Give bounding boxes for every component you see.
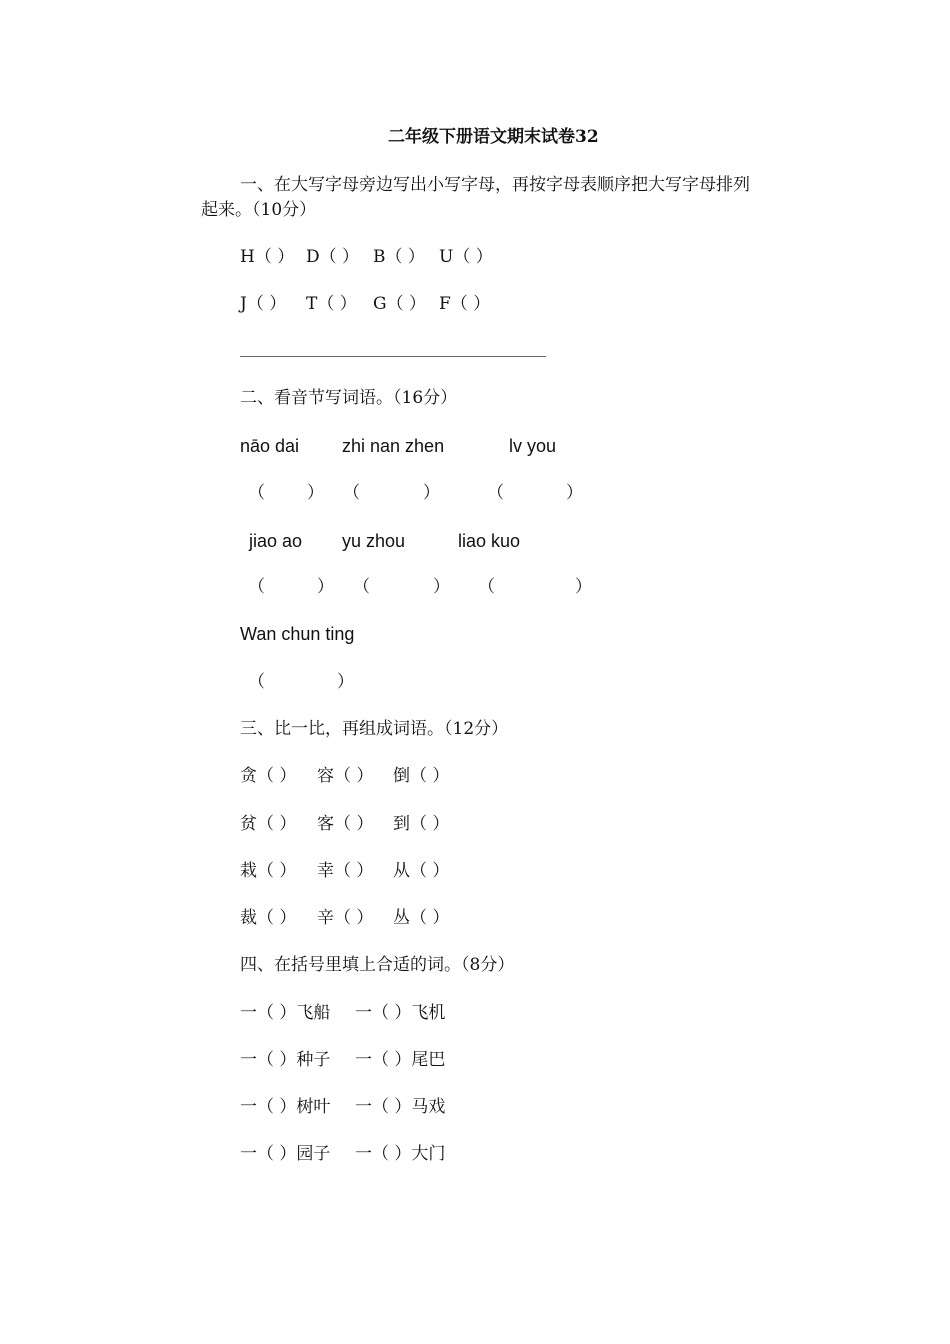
q2-heading: 二、看音节写词语。（16分） [240, 388, 458, 408]
paren-close: ） [575, 577, 592, 597]
paren-close: ） [317, 577, 334, 597]
measure-word-item: 一（ ）飞船 [240, 1003, 331, 1023]
q1-heading-line1: 一、在大写字母旁边写出小写字母，再按字母表顺序把大写字母排列 [240, 175, 750, 195]
q4-heading: 四、在括号里填上合适的词。（8分） [240, 955, 515, 975]
page-title: 二年级下册语文期末试卷32 [388, 127, 599, 147]
q3-heading: 三、比一比，再组成词语。（12分） [240, 719, 509, 739]
compare-item: 从（ ） [393, 861, 450, 881]
paren-open: （ [353, 577, 370, 597]
paren-open: （ [487, 483, 504, 503]
paren-open: （ [248, 577, 265, 597]
measure-word-item: 一（ ）飞机 [355, 1003, 446, 1023]
pinyin-item: jiao ao [249, 531, 303, 551]
paren-close: ） [566, 483, 583, 503]
compare-item: 贫（ ） [240, 814, 297, 834]
pinyin-item: yu zhou [342, 531, 406, 551]
q1-letter-item: B（ ） [373, 247, 425, 267]
compare-item: 客（ ） [317, 814, 374, 834]
compare-item: 丛（ ） [393, 908, 450, 928]
q1-letter-item: F（ ） [439, 294, 491, 314]
q1-letter-item: D（ ） [306, 247, 360, 267]
q1-letter-item: U（ ） [439, 247, 493, 267]
pinyin-item: liao kuo [458, 531, 521, 551]
paren-close: ） [423, 483, 440, 503]
compare-item: 容（ ） [317, 766, 374, 786]
measure-word-item: 一（ ）尾巴 [355, 1050, 446, 1070]
compare-item: 裁（ ） [240, 908, 297, 928]
paren-close: ） [433, 577, 450, 597]
pinyin-item: lv you [509, 436, 557, 456]
compare-item: 到（ ） [393, 814, 450, 834]
paren-close: ） [337, 672, 354, 692]
paren-open: （ [343, 483, 360, 503]
pinyin-item: Wan chun ting [240, 624, 355, 644]
compare-item: 栽（ ） [240, 861, 297, 881]
measure-word-item: 一（ ）园子 [240, 1144, 331, 1164]
q1-letter-item: G（ ） [373, 294, 426, 314]
measure-word-item: 一（ ）大门 [355, 1144, 446, 1164]
compare-item: 辛（ ） [317, 908, 374, 928]
answer-line [240, 356, 546, 357]
compare-item: 倒（ ） [393, 766, 450, 786]
measure-word-item: 一（ ）种子 [240, 1050, 331, 1070]
pinyin-item: zhi nan zhen [342, 436, 445, 456]
q1-letter-item: J（ ） [240, 294, 287, 314]
compare-item: 幸（ ） [317, 861, 374, 881]
paren-open: （ [248, 672, 265, 692]
q1-letter-item: H（ ） [240, 247, 295, 267]
pinyin-item: nāo dai [240, 436, 300, 456]
paren-open: （ [248, 483, 265, 503]
paren-close: ） [307, 483, 324, 503]
q1-heading-line2: 起来。（10分） [201, 200, 317, 220]
measure-word-item: 一（ ）马戏 [355, 1097, 446, 1117]
compare-item: 贪（ ） [240, 766, 297, 786]
q1-letter-item: T（ ） [306, 294, 357, 314]
paren-open: （ [478, 577, 495, 597]
measure-word-item: 一（ ）树叶 [240, 1097, 331, 1117]
